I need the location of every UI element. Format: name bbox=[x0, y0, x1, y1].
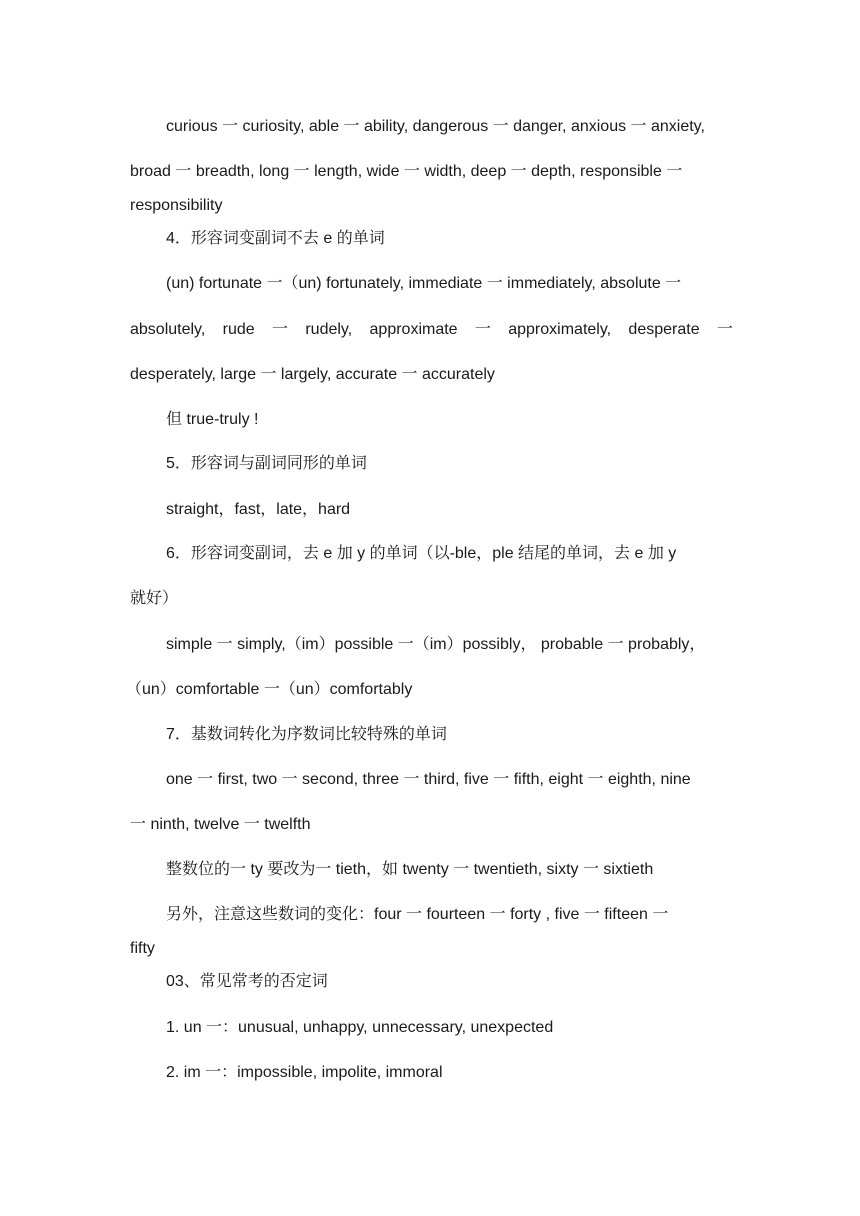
text-line: 1. un 一：unusual, unhappy, unnecessary, unexpected bbox=[166, 1019, 554, 1036]
text-line-justified bbox=[130, 320, 733, 340]
word: absolutely, bbox=[130, 321, 206, 338]
text-line: one 一 first, two 一 second, three 一 third, five 一 fifth, eight 一 eighth, nine bbox=[166, 771, 691, 788]
word: approximate bbox=[369, 321, 458, 338]
section-heading: 4．形容词变副词不去 e 的单词 bbox=[166, 230, 385, 247]
text-line: 但 true-truly ! bbox=[166, 411, 259, 428]
text-line: 另外，注意这些数词的变化：four 一 fourteen 一 forty , five 一 fifteen 一 bbox=[166, 906, 669, 923]
word: rudely, bbox=[305, 321, 353, 338]
word: desperate bbox=[628, 321, 700, 338]
text-line: desperately, large 一 largely, accurate 一 accurately bbox=[130, 366, 495, 383]
section-heading: 7．基数词转化为序数词比较特殊的单词 bbox=[166, 726, 447, 743]
text-line: fifty bbox=[130, 940, 155, 957]
word: 一 bbox=[474, 321, 491, 338]
word: 一 bbox=[716, 321, 733, 338]
text-line: 整数位的一 ty 要改为一 tieth，如 twenty 一 twentieth, sixty 一 sixtieth bbox=[166, 861, 654, 878]
line-text: curious 一 curiosity, able 一 ability, dangerous 一 danger, anxious 一 anxiety, bbox=[166, 118, 705, 135]
text-line: 就好） bbox=[130, 590, 179, 607]
word: rude bbox=[222, 321, 255, 338]
word: approximately, bbox=[508, 321, 612, 338]
text-line: 一 ninth, twelve 一 twelfth bbox=[130, 816, 311, 833]
text-line: responsibility bbox=[130, 197, 223, 214]
text-line: broad 一 breadth, long 一 length, wide 一 width, deep 一 depth, responsible 一 bbox=[130, 163, 683, 180]
word: 一 bbox=[272, 321, 289, 338]
text-line: 2. im 一：impossible, impolite, immoral bbox=[166, 1064, 443, 1081]
section-heading: 03、常见常考的否定词 bbox=[166, 973, 328, 990]
text-line: (un) fortunate 一（un) fortunately, immediate 一 immediately, absolute 一 bbox=[166, 275, 682, 292]
text-line bbox=[166, 117, 733, 137]
text-line: （un）comfortable 一（un）comfortably bbox=[126, 681, 413, 698]
text-line: simple 一 simply,（im）possible 一（im）possibly， probable 一 probably， bbox=[166, 636, 706, 653]
section-heading: 6．形容词变副词，去 e 加 y 的单词（以-ble，ple 结尾的单词，去 e 加 y bbox=[166, 545, 677, 562]
text-line: straight，fast，late，hard bbox=[166, 501, 351, 518]
section-heading: 5．形容词与副词同形的单词 bbox=[166, 455, 367, 472]
